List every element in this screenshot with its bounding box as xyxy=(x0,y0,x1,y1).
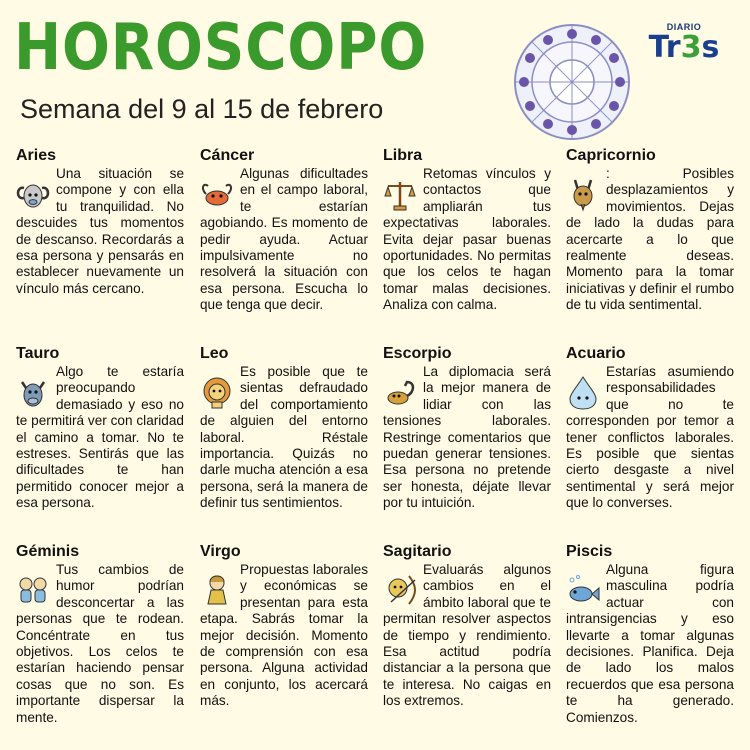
goat-icon xyxy=(566,176,600,212)
sign-capricornio xyxy=(566,146,734,344)
sign-name: Leo xyxy=(200,345,229,362)
zodiac-wheel-icon xyxy=(512,22,632,142)
sign-name: Libra xyxy=(383,147,423,164)
column-1 xyxy=(16,146,184,746)
sign-name: Sagitario xyxy=(383,543,452,560)
logo-caption: DIARIO xyxy=(666,22,702,32)
sign-aries xyxy=(16,146,184,344)
sign-text: Estarías asumiendo responsabilidades que no te corresponden por temor a tener conflictos laborales. Es posible que sientas cierto desgaste a nivel sentimental y será mejor que lo converses. xyxy=(566,364,734,511)
bull-icon xyxy=(16,374,50,410)
maiden-icon xyxy=(200,572,234,608)
diario-tres-logo xyxy=(644,22,724,78)
page-title: HOROSCOPO xyxy=(14,11,428,85)
sign-text: Alguna figura masculina podría actuar con intransigencias y eso llevarte a tomar algunas decisiones. Planifica. Deja de lado los malos recuerdos que esa persona te ha generado. Comienzos. xyxy=(566,562,734,725)
sign-libra xyxy=(383,146,551,344)
sign-leo xyxy=(200,344,368,542)
sign-acuario xyxy=(566,344,734,542)
sign-name: Acuario xyxy=(566,345,626,362)
sign-virgo xyxy=(200,542,368,740)
sign-name: Aries xyxy=(16,147,57,164)
sign-cancer xyxy=(200,146,368,344)
sign-text: Retomas vínculos y contactos que ampliarán tus expectativas laborales. Evita dejar pasar buenas oportunidades. No permitas que los celos te hagan tomar malas decisiones. Analiza con calma. xyxy=(383,166,551,313)
crab-icon xyxy=(200,176,234,212)
sign-name: Piscis xyxy=(566,543,613,560)
sign-text: : Posibles desplazamientos y movimientos. Dejas de lado la dudas para acercarte a lo que realmente deseas. Momento para la tomar iniciativas y definir el rumbo de tu vida sentimental. xyxy=(566,166,734,313)
sign-name: Capricornio xyxy=(566,147,656,164)
column-3 xyxy=(383,146,551,746)
sign-text: Una situación se compone y con ella tu tranquilidad. No descuides tus momentos de descanso. Recordarás a esa persona y pensarás en establecer nuevamente un vínculo más cercano. xyxy=(16,166,184,296)
sign-text: Algunas dificultades en el campo laboral, te estarían agobiando. Es momento de pedir ayuda. Actuar impulsivamente no resolverá la situación con esa persona. Escucha lo que tenga que decir. xyxy=(200,166,368,313)
sign-text: Tus cambios de humor podrían desconcertar a las personas que te rodean. Concéntrate en tus objetivos. Los celos te estarían haciendo pensar cosas que no son. Es importante dispersar la mente. xyxy=(16,562,184,725)
sign-text: Evaluarás algunos cambios en el ámbito laboral que te permitan resolver aspectos de tiempo y rendimiento. Esa actitud podría distanciar a la persona que te interesa. No caigas en los extremos. xyxy=(383,562,551,709)
sign-text: Algo te estaría preocupando demasiado y eso no te permitirá ver con claridad el camino a tomar. No te estreses. Sentirás que las dificultades te han permitido conocer mejor a esa persona. xyxy=(16,364,184,511)
column-2 xyxy=(200,146,368,746)
sign-name: Escorpio xyxy=(383,345,452,362)
ram-icon xyxy=(16,176,50,212)
scorpion-icon xyxy=(383,374,417,410)
sign-text: Es posible que te sientas defraudado del comportamiento de alguien del entorno laboral. Réstale importancia. Quizás no darle mucha atención a esa persona, será la manera de definir tus sentimientos. xyxy=(200,364,368,511)
header xyxy=(0,0,750,140)
sign-name: Géminis xyxy=(16,543,80,560)
sign-name: Tauro xyxy=(16,345,60,362)
sign-text: Propuestas laborales y económicas se presentan para esta etapa. Sabrás tomar la mejor decisión. Momento de comprensión con esa persona. Alguna actividad en conjunto, los acercará más. xyxy=(200,562,368,709)
column-4 xyxy=(566,146,734,746)
logo-wordmark: Tr3s xyxy=(648,30,720,65)
fish-icon xyxy=(566,572,600,608)
sign-text: La diplomacia será la mejor manera de lidiar con las tensiones laborales. Restringe comentarios que puedan generar tensiones. Esa persona no pretende ser honesta, déjate llevar por tu intuición. xyxy=(383,364,551,511)
twins-icon xyxy=(16,572,50,608)
sign-geminis xyxy=(16,542,184,740)
water-drop-icon xyxy=(566,374,600,410)
scales-icon xyxy=(383,176,417,212)
sign-name: Virgo xyxy=(200,543,241,560)
lion-icon xyxy=(200,374,234,410)
page-subtitle: Semana del 9 al 15 de febrero xyxy=(20,94,384,124)
sign-name: Cáncer xyxy=(200,147,255,164)
sign-tauro xyxy=(16,344,184,542)
sign-piscis xyxy=(566,542,734,740)
archer-icon xyxy=(383,572,417,608)
sign-sagitario xyxy=(383,542,551,740)
sign-escorpio xyxy=(383,344,551,542)
